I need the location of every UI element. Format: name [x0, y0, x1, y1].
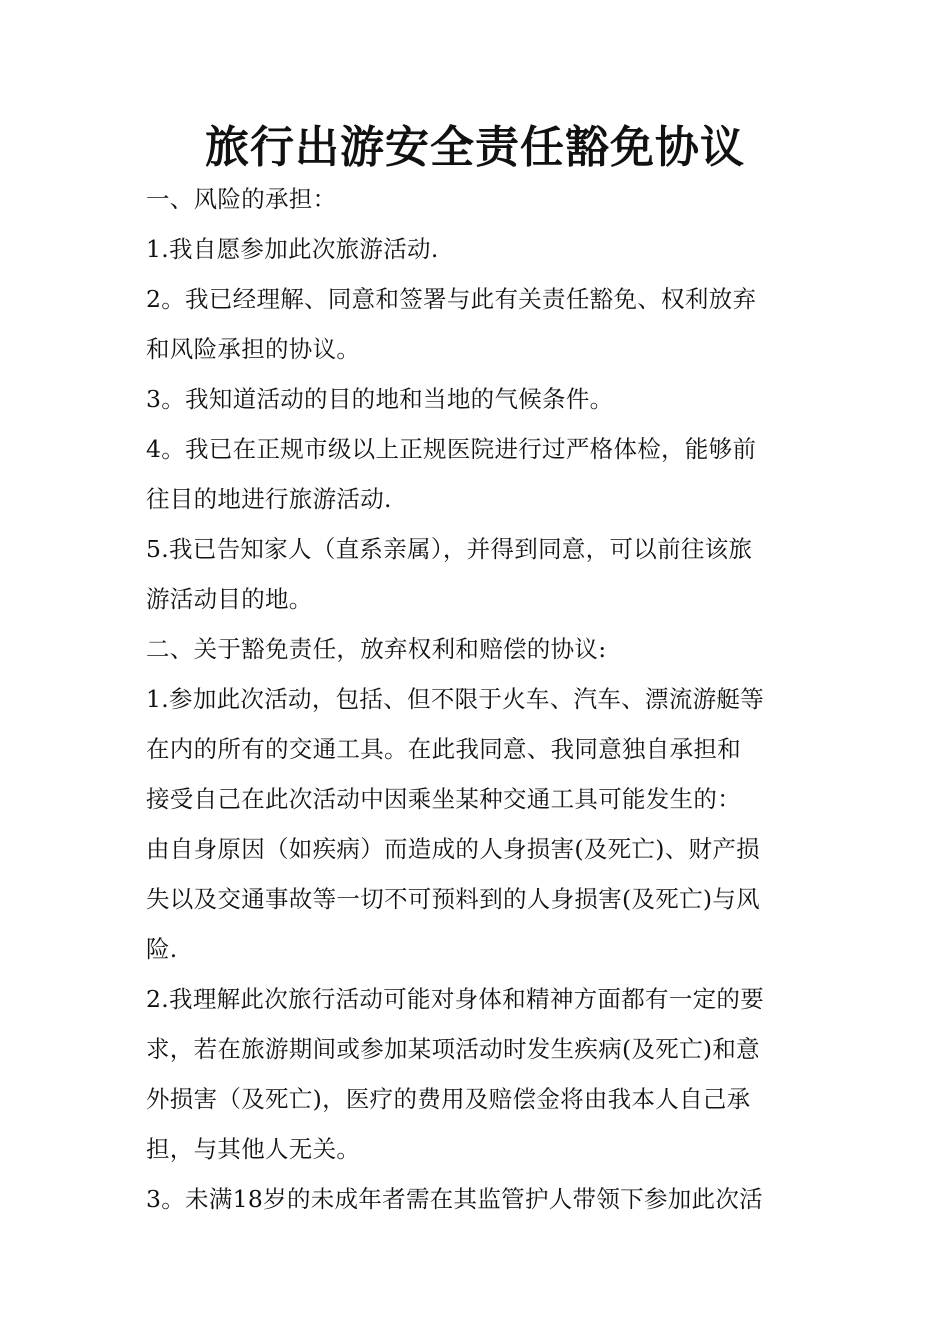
paragraph-line: 3。未满18岁的未成年者需在其监管护人带领下参加此次活: [146, 1185, 763, 1213]
paragraph-line: 3。我知道活动的目的地和当地的气候条件。: [146, 385, 614, 413]
paragraph-line: 接受自己在此次活动中因乘坐某种交通工具可能发生的：: [146, 785, 741, 813]
paragraph-line: 往目的地进行旅游活动.: [146, 485, 392, 513]
paragraph-line: 2.我理解此次旅行活动可能对身体和精神方面都有一定的要: [146, 985, 765, 1013]
paragraph-line: 由自身原因（如疾病）而造成的人身损害(及死亡)、财产损: [146, 835, 760, 863]
paragraph-line: 和风险承担的协议。: [146, 335, 361, 363]
paragraph-line: 外损害（及死亡)，医疗的费用及赔偿金将由我本人自己承: [146, 1085, 751, 1113]
paragraph-line: 5.我已告知家人（直系亲属），并得到同意，可以前往该旅: [146, 535, 753, 563]
document-title: 旅行出游安全责任豁免协议: [205, 122, 745, 173]
paragraph-line: 1.参加此次活动，包括、但不限于火车、汽车、漂流游艇等: [146, 685, 765, 713]
paragraph-line: 求，若在旅游期间或参加某项活动时发生疾病(及死亡)和意: [146, 1035, 760, 1063]
paragraph-line: 2。我已经理解、同意和签署与此有关责任豁免、权利放弃: [146, 285, 757, 313]
paragraph-line: 失以及交通事故等一切不可预料到的人身损害(及死亡)与风: [146, 885, 760, 913]
paragraph-line: 4。我已在正规市级以上正规医院进行过严格体检，能够前: [146, 435, 757, 463]
section-heading-waiver: 二、关于豁免责任，放弃权利和赔偿的协议:: [146, 635, 607, 663]
paragraph-line: 1.我自愿参加此次旅游活动.: [146, 235, 439, 263]
document-body: [146, 174, 816, 1224]
paragraph-line: 担，与其他人无关。: [146, 1135, 361, 1163]
paragraph-line: 在内的所有的交通工具。在此我同意、我同意独自承担和: [146, 735, 741, 763]
paragraph-line: 游活动目的地。: [146, 585, 313, 613]
section-heading-risk: 一、风险的承担：: [146, 185, 337, 213]
paragraph-line: 险.: [146, 935, 178, 963]
